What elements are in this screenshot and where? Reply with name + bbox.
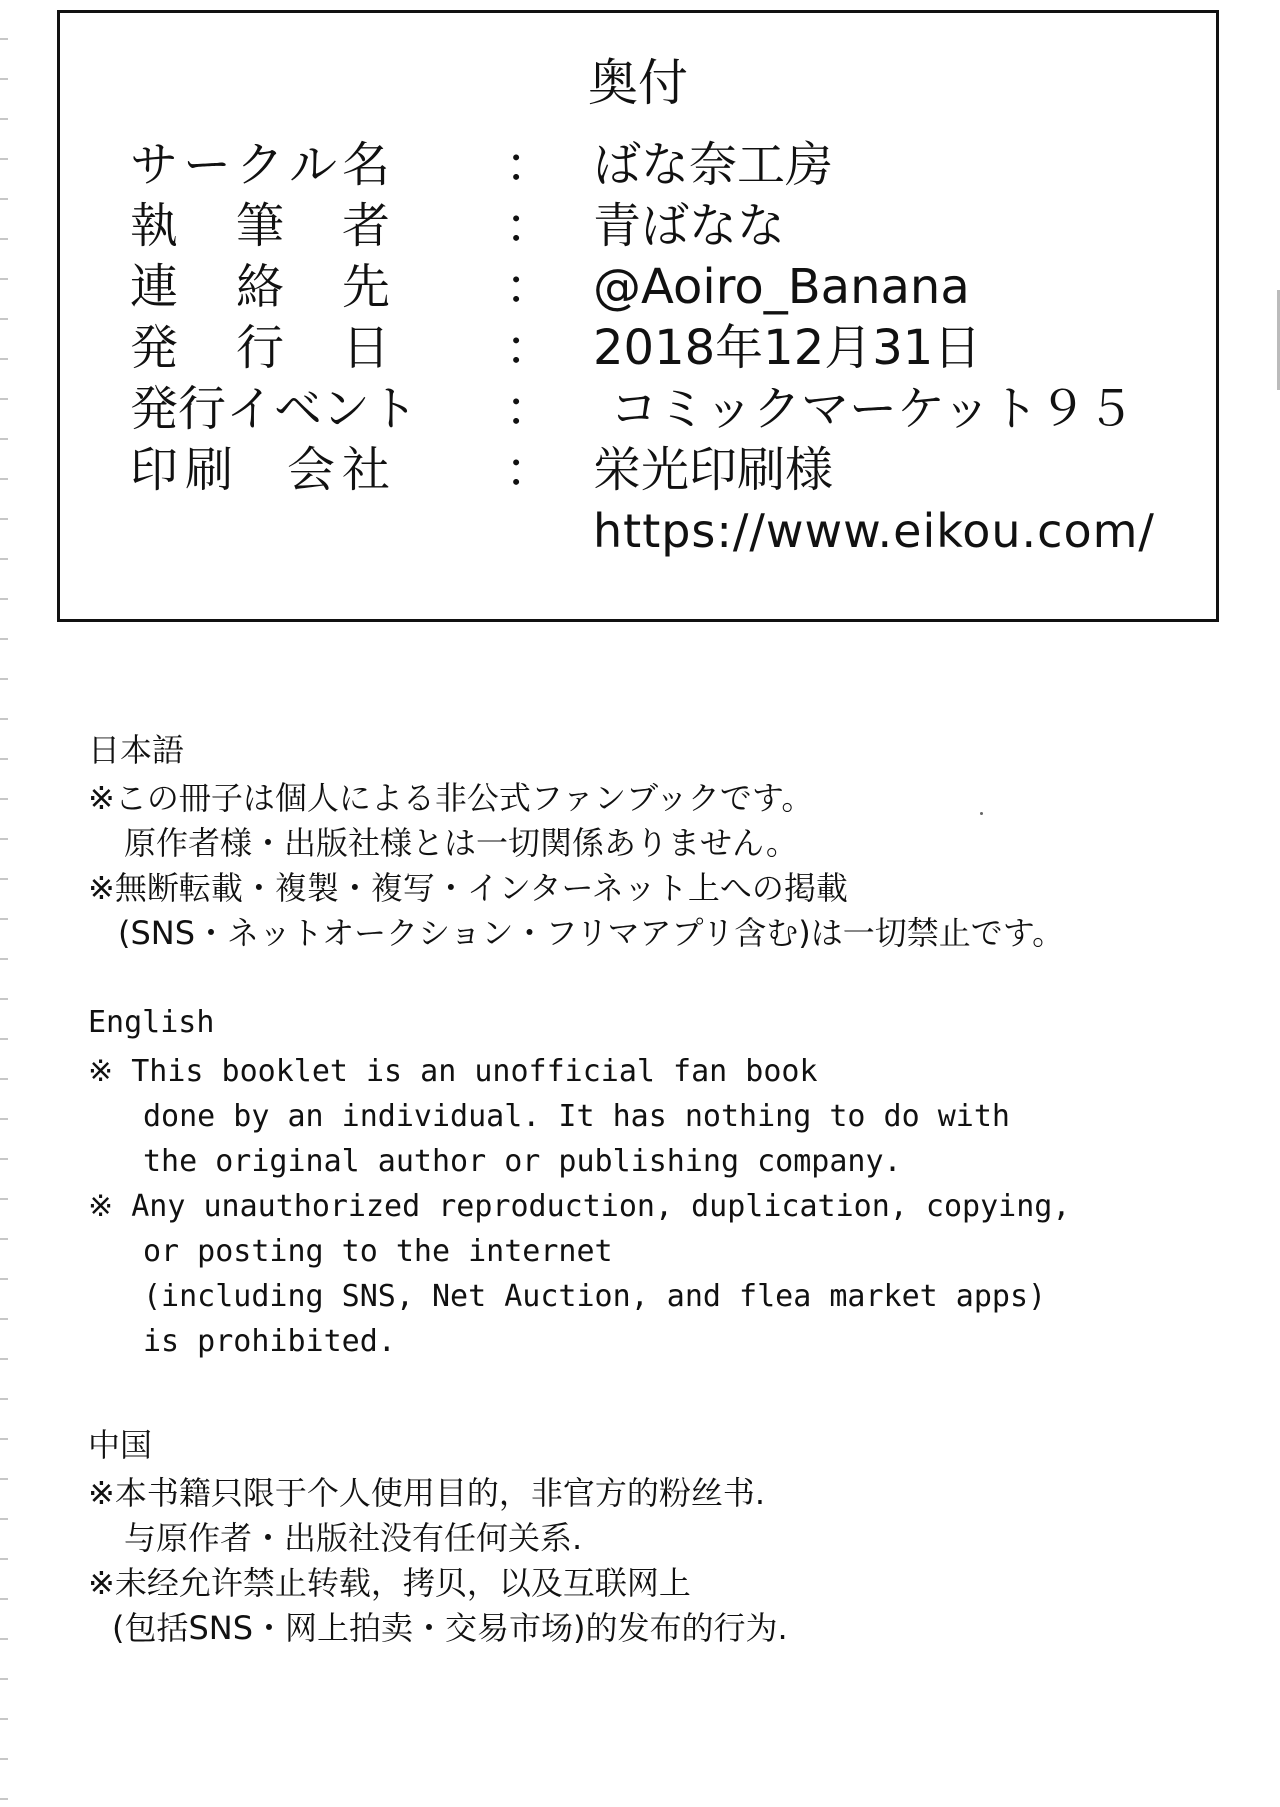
notice-chinese [88, 1425, 788, 1651]
colophon-colon: ： [505, 442, 554, 498]
colophon-label-printer: 印 刷 会 社 [130, 442, 390, 498]
colophon-value-printer: 栄光印刷様 [593, 442, 834, 498]
colophon-colon: ： [505, 198, 554, 254]
notice-line: ※ This booklet is an unofficial fan book [88, 1054, 818, 1089]
notice-line: ※本书籍只限于个人使用目的，非官方的粉丝书. [88, 1474, 765, 1512]
colophon-label-contact: 連 絡 先 [130, 259, 390, 315]
colophon-colon: ： [505, 137, 554, 193]
notice-line: 与原作者・出版社没有任何关系. [124, 1519, 583, 1557]
notice-heading-japanese: 日本語 [88, 731, 185, 769]
notice-japanese [88, 730, 1064, 956]
notice-english [88, 1003, 1070, 1364]
notice-line: ※未经允许禁止转载，拷贝，以及互联网上 [88, 1564, 691, 1602]
notice-line: the original author or publishing company. [143, 1144, 902, 1179]
binding-edge-marks [0, 0, 8, 1807]
notice-line: (including SNS, Net Auction, and flea market apps) [143, 1279, 1047, 1314]
colophon-label-author: 執 筆 者 [130, 198, 390, 254]
notice-line: (包括SNS・网上拍卖・交易市场)的发布的行为. [112, 1609, 788, 1647]
notice-heading-chinese: 中国 [88, 1426, 153, 1464]
notice-line: ※ Any unauthorized reproduction, duplication, copying, [88, 1189, 1071, 1224]
colophon-value-contact: @Aoiro_Banana [593, 259, 970, 315]
colophon-value-event: コミックマーケット９５ [610, 381, 1135, 437]
notice-line: ※無断転載・複製・複写・インターネット上への掲載 [88, 869, 848, 907]
colophon-title: 奥付 [588, 54, 688, 112]
colophon-colon: ： [505, 259, 554, 315]
notice-line: or posting to the internet [143, 1234, 613, 1269]
notice-line: ※この冊子は個人による非公式ファンブックです。 [88, 779, 814, 817]
colophon-value-publish-date: 2018年12月31日 [593, 320, 982, 376]
colophon-colon: ： [505, 320, 554, 376]
colophon-value-author: 青ばなな [593, 198, 786, 254]
colophon-value-circle-name: ばな奈工房 [593, 137, 834, 193]
notice-line: (SNS・ネットオークション・フリマアプリ含む)は一切禁止です。 [118, 914, 1065, 952]
notice-line: done by an individual. It has nothing to do with [143, 1099, 1010, 1134]
notice-line: is prohibited. [143, 1324, 396, 1359]
colophon-label-event: 発行イベント [130, 381, 419, 437]
colophon-label-circle-name: サ ー ク ル 名 [130, 137, 390, 193]
colophon-colon: ： [505, 381, 554, 437]
notice-heading-english: English [88, 1005, 215, 1040]
colophon-printer-url[interactable]: https://www.eikou.com/ [593, 504, 1155, 558]
colophon-box [57, 10, 1219, 622]
colophon-label-publish-date: 発 行 日 [130, 320, 390, 376]
notice-line: 原作者様・出版社様とは一切関係ありません。 [124, 824, 798, 862]
